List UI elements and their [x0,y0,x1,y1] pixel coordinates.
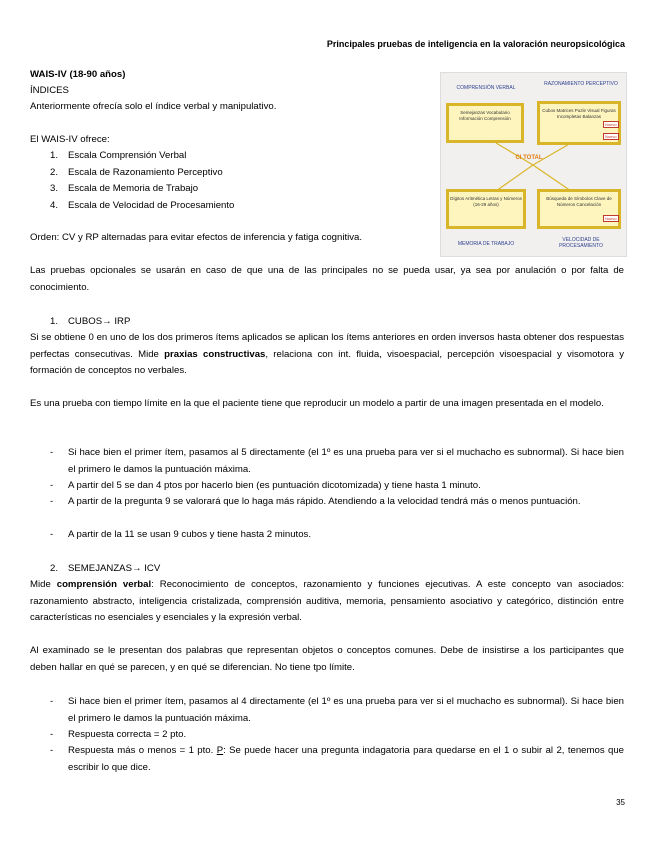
new-tag: Nuevo [605,122,617,127]
list-item: - A partir de la 11 se usan 9 cubos y tiene hasta 2 minutos. [50,529,312,540]
list-item: 1. Escala Comprensión Verbal [50,150,187,161]
page-number: 35 [616,798,625,807]
list-item: - Respuesta más o menos = 1 pto. P: Se puede hacer una pregunta indagatoria para quedarse en el 1 o subir al 2, tenemos que escribir lo que dice. [50,745,624,773]
list-item: 3. Escala de Memoria de Trabajo [50,183,199,194]
cubos-paragraph-1: Si se obtiene 0 en uno de los dos primeros ítems aplicados se aplican los ítems anteriores en orden inversos hasta obtener dos respuestas perfectas consecutivas. Mide praxias constructivas, relaciona con int. fluida, visoespacial, percepción visoespacial y visomotora y formación de conceptos no verbales. [30,332,624,376]
list-item: - Si hace bien el primer ítem, pasamos al 5 directamente (el 1º es una prueba para ver si el muchacho es subnormal). Si hace bien el primero le damos la puntuación máxima. [50,447,624,475]
semejanzas-paragraph-1: Mide comprensión verbal: Reconocimiento de conceptos, razonamiento y funciones ejecutivas. A este concepto van asociados: razonamiento abstracto, inteligencia cristalizada, comprensión auditiva, memoria, pensamiento asociativo y categórico, distinción entre características no esenciales y esenciales y la expresión verbal. [30,579,625,623]
order-paragraph: Orden: CV y RP alternadas para evitar efectos de inferencia y fatiga cognitiva. [30,232,363,243]
list-item: 4. Escala de Velocidad de Procesamiento [50,199,235,211]
rp-label: RAZONAMIENTO PERCEPTIVO [544,81,618,87]
offers-label: El WAIS-IV ofrece: [30,134,110,145]
list-item: - A partir de la pregunta 9 se valorará que lo haga más rápido. Atendiendo a la velocidad tendrá más o menos puntuación. [50,496,581,507]
vp-box: Búsqueda de Símbolos Clave de Números Cancelación [537,189,621,229]
list-item: 2. Escala de Razonamiento Perceptivo [50,166,223,178]
list-item: - A partir del 5 se dan 4 ptos por hacerlo bien (es puntuación dicotomizada) y tiene hasta 1 minuto. [50,480,481,491]
new-tag: Nuevo [605,216,617,221]
mt-box: Dígitos Aritmética Letras y Números (16-29 años) [446,189,526,229]
list-item: - Si hace bien el primer ítem, pasamos al 4 directamente (el 1º es una prueba para ver si el muchacho es subnormal). Si hace bien el primero le damos la puntuación máxima. [50,696,624,724]
scales-list [50,148,234,214]
optional-paragraph: Las pruebas opcionales se usarán en caso de que una de las principales no se pueda usar, ya sea por anulación o por falta de conocimiento. [30,265,624,293]
list-item: - Respuesta correcta = 2 pto. [50,729,187,740]
section-cubos-heading: 1. CUBOS→ IRP [50,316,131,327]
indices-label: ÍNDICES [30,85,69,96]
intro-paragraph: Anteriormente ofrecía solo el índice verbal y manipulativo. [30,101,277,112]
semejanzas-paragraph-2: Al examinado se le presentan dos palabras que representan objetos o conceptos comunes. Debe de insistirse a los participantes que deben hallar en qué se parecen, y en qué se diferencian. No tiene tpo límite. [30,645,624,673]
running-header: Principales pruebas de inteligencia en la valoración neuropsicológica [326,39,625,49]
cv-box: Semejanzas Vocabulario Información Comprensión [446,103,524,143]
new-tag: Nuevo [605,134,617,139]
section-semejanzas-heading: 2. SEMEJANZAS→ ICV [50,563,161,574]
rp-box: Cubos Matrices Puzle Visual Figuras Incompletas Balanzas [537,101,621,145]
cubos-paragraph-2: Es una prueba con tiempo límite en la que el paciente tiene que reproducir un modelo a partir de una imagen presentada en el modelo. [30,398,604,409]
ci-total-label: CI TOTAL [515,155,543,161]
section-title: WAIS-IV (18-90 años) [30,69,126,80]
vp-label: VELOCIDAD DE PROCESAMIENTO [559,237,603,249]
cv-label: COMPRENSIÓN VERBAL [456,85,516,91]
wais-index-diagram [440,72,627,257]
mt-label: MEMORIA DE TRABAJO [457,241,515,247]
